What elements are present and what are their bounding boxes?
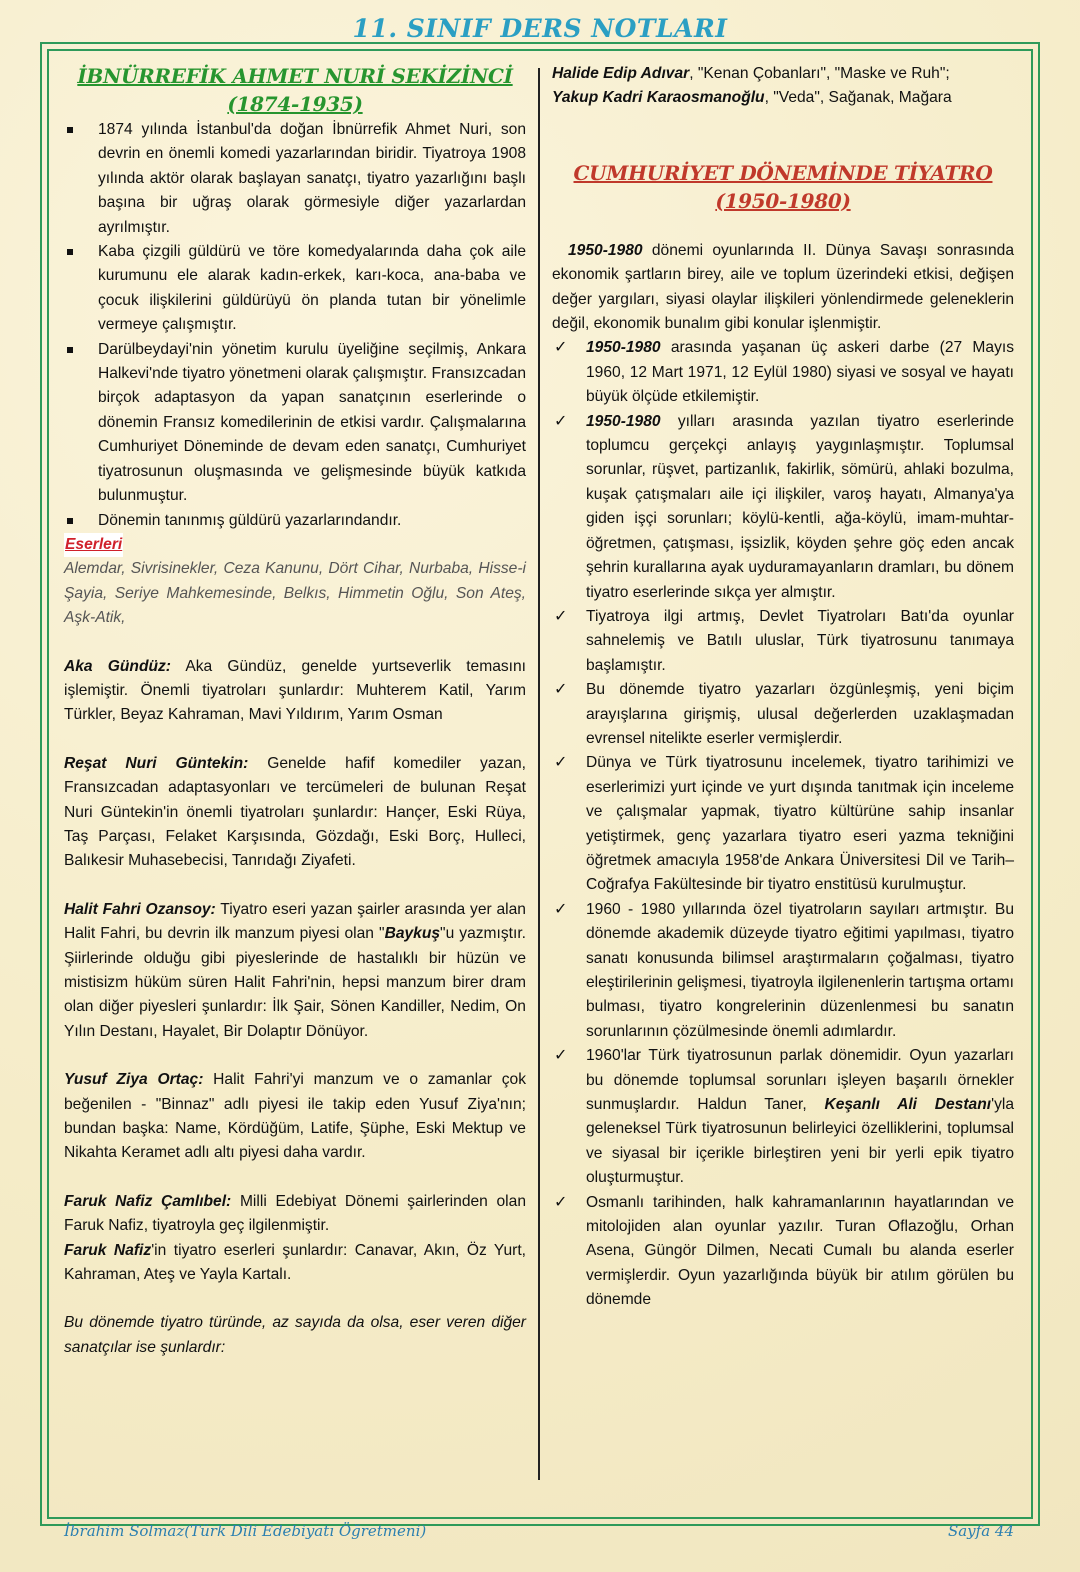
- section-years-cumhuriyet: (1950-1980): [715, 188, 851, 213]
- halide-edip-line: [552, 62, 1014, 86]
- left-column: [64, 62, 526, 1360]
- paragraph-text: arasında yaşanan üç askeri darbe (27 Mayıs 1960, 12 Mart 1971, 12 Eylül 1980) siyasi ve sosyal ve hayatı büyük ölçüde etkilemiştir.: [586, 339, 1014, 406]
- intro-paragraph: [552, 239, 1014, 337]
- year-range: 1950-1980: [586, 339, 661, 357]
- paragraph-text: 1960'lar Türk tiyatrosunun parlak dönemidir. Oyun yazarları bu dönemde toplumsal sorunları işleyen başarılı örnekler sunmuşlardır. Haldun Taner,: [586, 1047, 1014, 1114]
- author-name: Reşat Nuri Güntekin:: [64, 754, 249, 772]
- list-item: [552, 410, 1014, 605]
- list-item: ✓ Osmanlı tarihinden, halk kahramanlarının hayatlarından ve mitolojiden alan oyunlar yazılır. Turan Oflazoğlu, Orhan Asena, Güngör Dilmen, Necati Cumalı bu alanda eserler vermişlerdir. Oyun yazarlığında büyük bir atılım görülen bu dönemde: [552, 1191, 1014, 1313]
- year-range: 1950-1980: [568, 241, 643, 259]
- paragraph-text: Genelde hafif komediler yazan, Fransızcadan adaptasyonları ve tercümeleri de bulunan Reşat Nuri Güntekin'in önemli tiyatroları şunlardır: Hançer, Eski Rüya, Taş Parçası, Felaket Karşısında, Gözdağı, Eski Borç, Hulleci, Balıkesir Muhasebecisi, Tanrıdağı Ziyafeti.: [64, 754, 526, 870]
- author-name: Halide Edip Adıvar: [552, 65, 690, 82]
- work-title: Baykuş: [384, 925, 441, 943]
- halit-fahri-paragraph: [64, 898, 526, 1044]
- section-title-ibnurrefik: İBNÜRREFİK AHMET NURİ SEKİZİNCİ: [77, 64, 513, 88]
- paragraph-text: Milli Edebiyat Dönemi şairlerinden olan Faruk Nafiz, tiyatroyla geç ilgilenmiştir.: [64, 1192, 526, 1235]
- page-header-title: 11. SINIF DERS NOTLARI: [352, 14, 728, 43]
- resat-nuri-paragraph: [64, 752, 526, 874]
- yakup-kadri-line: [552, 86, 1014, 110]
- list-item: [552, 336, 1014, 409]
- faruk-nafiz-works-paragraph: [64, 1239, 526, 1288]
- paragraph-text: , "Kenan Çobanları", "Maske ve Ruh";: [689, 65, 950, 82]
- list-item: ✓ Tiyatroya ilgi artmış, Devlet Tiyatroları Batı'da oyunlar sahnelemiş ve Batılı uluslar, Türk tiyatrosunu tanımaya başlamıştır.: [552, 605, 1014, 678]
- author-name: Aka Gündüz:: [64, 657, 172, 675]
- paragraph-text: Tiyatro eseri yazan şairler arasında yer alan Halit Fahri, bu devrin ilk manzum piyesi olan ": [64, 900, 526, 943]
- right-column: [552, 62, 1014, 1313]
- paragraph-text: 'yla geleneksel Türk tiyatrosunun belirleyici özelliklerini, toplumsal ve siyasal bir içerikle birleştiren yeni bir yerli epik tiyatro oluşturmuştur.: [586, 1096, 1015, 1187]
- year-range: 1950-1980: [586, 412, 661, 430]
- section-title-cumhuriyet: CUMHURİYET DÖNEMİNDE TİYATRO: [573, 160, 993, 185]
- footer-page-number: Sayfa 44: [947, 1522, 1014, 1540]
- footer-author: İbrahim Solmaz(Türk Dili Edebiyatı Öğretmeni): [64, 1522, 427, 1540]
- eserler-list: Alemdar, Sivrisinekler, Ceza Kanunu, Dört Cihar, Nurbaba, Hisse-i Şayia, Seriye Mahkemesinde, Belkıs, Himmetin Oğlu, Son Ateş, Aşk-Atik,: [64, 560, 526, 627]
- list-item: Dönemin tanınmış güldürü yazarlarındandır.: [64, 509, 526, 533]
- bullet-list-ibnurrefik: [64, 118, 526, 533]
- list-item: [552, 1044, 1014, 1190]
- faruk-nafiz-paragraph: [64, 1190, 526, 1239]
- check-list-cumhuriyet: [552, 336, 1014, 1312]
- closing-paragraph: Bu dönemde tiyatro türünde, az sayıda da olsa, eser veren diğer sanatçılar ise şunlardır:: [64, 1314, 526, 1356]
- yusuf-ziya-paragraph: [64, 1068, 526, 1166]
- paragraph-text: , "Veda", Sağanak, Mağara: [764, 89, 952, 107]
- list-item: ✓ Dünya ve Türk tiyatrosunu incelemek, tiyatro tarihimizi ve eserlerimizi yurt içinde ve yurt dışında tanıtmak için inceleme ve çalışmalar yapmak, tiyatro kültürüne sahip insanlar yetiştirmek, genç yazarlara tiyatro eseri yazma tekniğini öğretmek amacıyla 1958'de Ankara Üniversitesi Dil ve Tarih–Coğrafya Fakültesinde bir tiyatro enstitüsü kurulmuştur.: [552, 751, 1014, 897]
- list-item: ✓ Bu dönemde tiyatro yazarları özgünleşmiş, yeni biçim arayışlarına girişmiş, ulusal değerlerden uzaklaşmadan evrensel nitelikte eserler vermişlerdir.: [552, 678, 1014, 751]
- list-item: 1874 yılında İstanbul'da doğan İbnürrefik Ahmet Nuri, son devrin en önemli komedi yazarlarından biridir. Tiyatroya 1908 yılında aktör olarak başlayan sanatçı, tiyatro yazarlığını başlı başına bir uğraş olarak görmesiyle diğer yazarlardan ayrılmıştır.: [64, 118, 526, 240]
- paragraph-text: Aka Gündüz, genelde yurtseverlik temasını işlemiştir. Önemli tiyatroları şunlardır: Muhterem Katil, Yarım Türkler, Beyaz Kahraman, Mavi Yıldırım, Yarım Osman: [64, 657, 526, 724]
- aka-gunduz-paragraph: [64, 655, 526, 728]
- list-item: ✓ 1960 - 1980 yıllarında özel tiyatroların sayıları artmıştır. Bu dönemde akademik düzeyde tiyatro eğitimi yapılması, tiyatro sanatı konusunda bilimsel araştırmaların çoğalması, tiyatro eleştirilerinin gelişmesi, tiyatroyla ilgilenenlerin tartışma ortamı bulması, tiyatro kongrelerinin düzenlenmesi bu sanatın sorunlarının çözülmesinde önemli adımlardır.: [552, 898, 1014, 1044]
- paragraph-text: 'in tiyatro eserleri şunlardır: Canavar, Akın, Öz Yurt, Kahraman, Ateş ve Yayla Kartalı.: [64, 1241, 526, 1284]
- paragraph-text: yılları arasında yazılan tiyatro eserlerinde toplumcu gerçekçi anlayış yaygınlaşmıştır. Toplumsal sorunlar, rüşvet, partizanlık, fakirlik, sömürü, ahlaki bozulma, kuşak çatışmaları aile içi ilişkiler, varoş hayatı, Almanya'ya giden işçi sorunları; köylü-kentli, ağa-köylü, imam-muhtar-öğretmen, çatışması, işsizlik, köyden şehre göç eden ancak şehrin kurallarına ayak uyduramayanların dramları, bu dönem tiyatro eserlerinde sıkça yer almıştır.: [586, 412, 1014, 601]
- list-item: Kaba çizgili güldürü ve töre komedyalarında daha çok aile kurumunu ele alarak kadın-erkek, karı-koca, ana-baba ve çocuk ilişkilerini güldürüyü ön planda tutan bir yönelimle vermeye çalışmıştır.: [64, 240, 526, 338]
- section-years-ibnurrefik: (1874-1935): [227, 92, 363, 116]
- column-divider: [538, 68, 540, 1480]
- eserler-heading: Eserleri: [64, 533, 123, 557]
- paragraph-text: dönemi oyunlarında II. Dünya Savaşı sonrasında ekonomik şartların birey, aile ve toplum üzerindeki etkisi, değişen değer yargıları, siyasi olaylar ilişkileri yönlendirmede geleneklerin değil, ekonomik bunalım gibi konular işlenmiştir.: [552, 241, 1014, 333]
- author-name: Yakup Kadri Karaosmanoğlu: [552, 89, 765, 107]
- work-title: Keşanlı Ali Destanı: [824, 1096, 992, 1114]
- list-item: Darülbeydayi'nin yönetim kurulu üyeliğine seçilmiş, Ankara Halkevi'nde tiyatro yönetmeni olarak çalışmıştır. Fransızcadan birçok adaptasyon da yapan sanatçının eserlerinde o dönemin Fransız komedilerinin de etkisi vardır. Çalışmalarına Cumhuriyet Döneminde de devam eden sanatçı, Cumhuriyet tiyatrosunun oluşmasında ve gelişmesinde büyük katkıda bulunmuştur.: [64, 338, 526, 509]
- author-name: Faruk Nafiz: [64, 1241, 152, 1259]
- author-name: Halit Fahri Ozansoy:: [64, 900, 216, 918]
- paragraph-text: "u yazmıştır. Şiirlerinde olduğu gibi piyeslerinde de hastalıklı bir hüzün ve mistisizm hüküm süren Halit Fahri'nin, hepsi manzum birer dram olan diğer piyesleri şunlardır: İlk Şair, Sönen Kandiller, Nedim, On Yılın Destanı, Hayalet, Bir Dolaptır Dönüyor.: [64, 925, 527, 1040]
- author-name: Yusuf Ziya Ortaç:: [64, 1071, 204, 1089]
- author-name: Faruk Nafiz Çamlıbel:: [64, 1192, 232, 1210]
- paragraph-text: Halit Fahri'yi manzum ve o zamanlar çok beğenilen - "Binnaz" adlı piyesi ile takip eden Yusuf Ziya'nın; bundan başka: Name, Kördüğüm, Latife, Şüphe, Eski Mektup ve Nikahta Keramet adlı altı piyesi daha vardır.: [64, 1071, 526, 1162]
